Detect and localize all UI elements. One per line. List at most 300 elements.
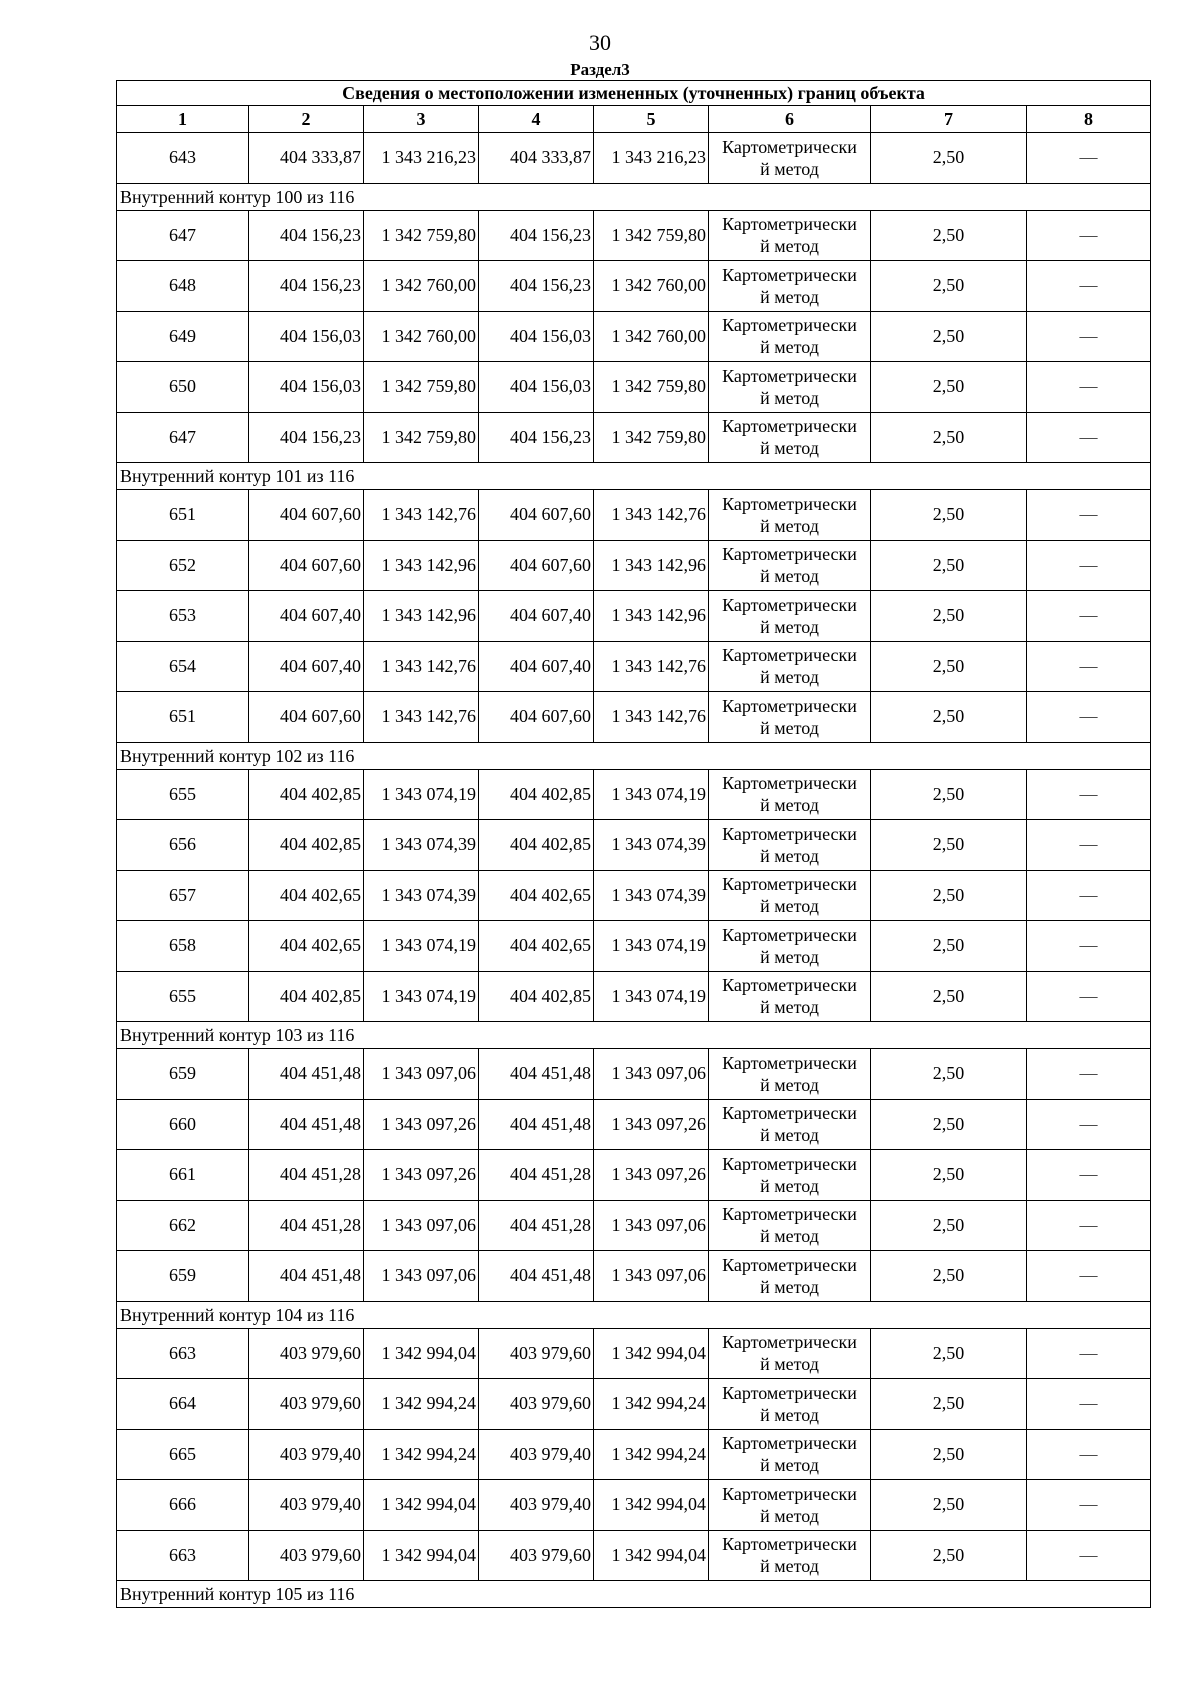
method-line-2: й метод	[760, 1404, 819, 1425]
point-number-cell: 660	[117, 1099, 249, 1150]
method-line-2: й метод	[760, 286, 819, 307]
y-existing-cell: 1 342 994,24	[364, 1379, 479, 1430]
y-new-cell: 1 342 759,80	[594, 210, 709, 261]
y-new-cell: 1 342 994,04	[594, 1480, 709, 1531]
y-existing-cell: 1 343 097,06	[364, 1200, 479, 1251]
method-line-2: й метод	[760, 1505, 819, 1526]
method-cell	[709, 971, 871, 1022]
table-row	[117, 1379, 1151, 1430]
description-cell: —	[1027, 1379, 1151, 1430]
method-line-1: Картометрически	[722, 874, 857, 895]
contour-label: Внутренний контур 105 из 116	[117, 1581, 1151, 1608]
y-existing-cell: 1 342 759,80	[364, 412, 479, 463]
x-existing-cell: 404 607,40	[249, 641, 364, 692]
method-cell	[709, 1328, 871, 1379]
x-new-cell: 404 402,85	[479, 769, 594, 820]
accuracy-cell: 2,50	[871, 311, 1027, 362]
method-line-2: й метод	[760, 236, 819, 257]
section-title: Раздел3	[570, 60, 630, 79]
accuracy-cell: 2,50	[871, 1150, 1027, 1201]
x-existing-cell: 404 451,28	[249, 1200, 364, 1251]
y-existing-cell: 1 342 760,00	[364, 311, 479, 362]
point-number-cell: 659	[117, 1049, 249, 1100]
method-cell	[709, 311, 871, 362]
x-existing-cell: 404 156,23	[249, 412, 364, 463]
point-number-cell: 654	[117, 641, 249, 692]
y-new-cell: 1 343 097,26	[594, 1099, 709, 1150]
method-line-2: й метод	[760, 1354, 819, 1375]
y-new-cell: 1 342 759,80	[594, 362, 709, 413]
table-row	[117, 1150, 1151, 1201]
description-cell: —	[1027, 261, 1151, 312]
point-number-cell: 661	[117, 1150, 249, 1201]
method-line-1: Картометрически	[722, 695, 857, 716]
x-new-cell: 404 451,48	[479, 1049, 594, 1100]
description-cell: —	[1027, 641, 1151, 692]
y-new-cell: 1 342 994,24	[594, 1379, 709, 1430]
y-new-cell: 1 343 097,26	[594, 1150, 709, 1201]
column-number-3: 3	[364, 106, 479, 133]
accuracy-cell: 2,50	[871, 362, 1027, 413]
point-number-cell: 663	[117, 1328, 249, 1379]
method-cell	[709, 820, 871, 871]
x-existing-cell: 404 451,28	[249, 1150, 364, 1201]
y-existing-cell: 1 342 994,04	[364, 1480, 479, 1531]
accuracy-cell: 2,50	[871, 591, 1027, 642]
x-new-cell: 404 402,65	[479, 921, 594, 972]
method-cell	[709, 1200, 871, 1251]
method-line-2: й метод	[760, 946, 819, 967]
x-existing-cell: 404 402,65	[249, 870, 364, 921]
x-existing-cell: 403 979,60	[249, 1379, 364, 1430]
table-row	[117, 412, 1151, 463]
method-line-1: Картометрически	[722, 594, 857, 615]
method-line-1: Картометрически	[722, 493, 857, 514]
method-line-1: Картометрически	[722, 823, 857, 844]
x-existing-cell: 403 979,40	[249, 1429, 364, 1480]
description-cell: —	[1027, 1328, 1151, 1379]
y-new-cell: 1 343 074,39	[594, 870, 709, 921]
method-cell	[709, 412, 871, 463]
description-cell: —	[1027, 820, 1151, 871]
y-new-cell: 1 343 142,96	[594, 540, 709, 591]
boundary-coordinates-table	[116, 80, 1151, 1608]
x-existing-cell: 404 156,03	[249, 311, 364, 362]
table-caption: Сведения о местоположении измененных (уточненных) границ объекта	[117, 81, 1151, 106]
x-existing-cell: 404 333,87	[249, 133, 364, 184]
method-line-2: й метод	[760, 566, 819, 587]
description-cell: —	[1027, 870, 1151, 921]
x-new-cell: 404 607,60	[479, 692, 594, 743]
description-cell: —	[1027, 133, 1151, 184]
description-cell: —	[1027, 1150, 1151, 1201]
table-row	[117, 311, 1151, 362]
x-existing-cell: 404 402,85	[249, 971, 364, 1022]
method-line-2: й метод	[760, 896, 819, 917]
y-existing-cell: 1 343 142,96	[364, 591, 479, 642]
table-row	[117, 870, 1151, 921]
method-line-1: Картометрически	[722, 1433, 857, 1454]
table-row	[117, 540, 1151, 591]
description-cell: —	[1027, 1099, 1151, 1150]
method-line-2: й метод	[760, 1074, 819, 1095]
accuracy-cell: 2,50	[871, 1099, 1027, 1150]
method-line-1: Картометрически	[722, 365, 857, 386]
method-line-1: Картометрически	[722, 264, 857, 285]
method-cell	[709, 692, 871, 743]
x-existing-cell: 404 451,48	[249, 1099, 364, 1150]
contour-heading-row	[117, 1581, 1151, 1608]
contour-heading-row	[117, 183, 1151, 210]
method-line-1: Картометрически	[722, 544, 857, 565]
table-row	[117, 1480, 1151, 1531]
table-row	[117, 210, 1151, 261]
method-line-2: й метод	[760, 158, 819, 179]
method-line-1: Картометрически	[722, 136, 857, 157]
x-new-cell: 403 979,40	[479, 1480, 594, 1531]
method-cell	[709, 591, 871, 642]
table-row	[117, 1049, 1151, 1100]
x-existing-cell: 404 156,23	[249, 210, 364, 261]
y-new-cell: 1 342 994,04	[594, 1530, 709, 1581]
method-cell	[709, 1429, 871, 1480]
description-cell: —	[1027, 1429, 1151, 1480]
y-existing-cell: 1 342 759,80	[364, 362, 479, 413]
accuracy-cell: 2,50	[871, 133, 1027, 184]
x-new-cell: 404 451,48	[479, 1099, 594, 1150]
y-existing-cell: 1 343 097,06	[364, 1049, 479, 1100]
y-new-cell: 1 343 097,06	[594, 1251, 709, 1302]
accuracy-cell: 2,50	[871, 1328, 1027, 1379]
contour-heading-row	[117, 1022, 1151, 1049]
point-number-cell: 643	[117, 133, 249, 184]
method-line-1: Картометрически	[722, 315, 857, 336]
column-number-4: 4	[479, 106, 594, 133]
y-existing-cell: 1 343 097,06	[364, 1251, 479, 1302]
accuracy-cell: 2,50	[871, 1480, 1027, 1531]
x-new-cell: 404 402,65	[479, 870, 594, 921]
contour-heading-row	[117, 742, 1151, 769]
x-new-cell: 404 402,85	[479, 971, 594, 1022]
description-cell: —	[1027, 1530, 1151, 1581]
y-existing-cell: 1 343 097,26	[364, 1099, 479, 1150]
method-cell	[709, 490, 871, 541]
point-number-cell: 659	[117, 1251, 249, 1302]
y-new-cell: 1 343 074,19	[594, 921, 709, 972]
method-line-2: й метод	[760, 1226, 819, 1247]
table-row	[117, 591, 1151, 642]
y-existing-cell: 1 342 994,04	[364, 1328, 479, 1379]
accuracy-cell: 2,50	[871, 692, 1027, 743]
method-cell	[709, 210, 871, 261]
method-line-2: й метод	[760, 337, 819, 358]
accuracy-cell: 2,50	[871, 412, 1027, 463]
y-existing-cell: 1 343 074,19	[364, 971, 479, 1022]
description-cell: —	[1027, 971, 1151, 1022]
contour-label: Внутренний контур 101 из 116	[117, 463, 1151, 490]
y-new-cell: 1 343 097,06	[594, 1049, 709, 1100]
point-number-cell: 663	[117, 1530, 249, 1581]
y-new-cell: 1 343 074,19	[594, 769, 709, 820]
table-row	[117, 490, 1151, 541]
y-new-cell: 1 343 074,19	[594, 971, 709, 1022]
description-cell: —	[1027, 1480, 1151, 1531]
table-row	[117, 362, 1151, 413]
method-cell	[709, 921, 871, 972]
y-existing-cell: 1 343 142,76	[364, 490, 479, 541]
method-line-1: Картометрически	[722, 1332, 857, 1353]
contour-label: Внутренний контур 100 из 116	[117, 183, 1151, 210]
column-number-7: 7	[871, 106, 1027, 133]
contour-label: Внутренний контур 102 из 116	[117, 742, 1151, 769]
description-cell: —	[1027, 210, 1151, 261]
x-existing-cell: 404 156,23	[249, 261, 364, 312]
method-cell	[709, 769, 871, 820]
method-line-1: Картометрически	[722, 645, 857, 666]
accuracy-cell: 2,50	[871, 261, 1027, 312]
point-number-cell: 657	[117, 870, 249, 921]
method-line-1: Картометрически	[722, 975, 857, 996]
y-existing-cell: 1 343 074,39	[364, 870, 479, 921]
y-existing-cell: 1 343 142,76	[364, 692, 479, 743]
y-existing-cell: 1 343 142,76	[364, 641, 479, 692]
method-cell	[709, 870, 871, 921]
accuracy-cell: 2,50	[871, 1049, 1027, 1100]
y-new-cell: 1 343 142,76	[594, 641, 709, 692]
method-line-1: Картометрически	[722, 1254, 857, 1275]
x-existing-cell: 404 402,85	[249, 820, 364, 871]
x-existing-cell: 404 451,48	[249, 1049, 364, 1100]
table-row	[117, 1429, 1151, 1480]
x-new-cell: 404 156,03	[479, 362, 594, 413]
y-existing-cell: 1 343 074,19	[364, 921, 479, 972]
point-number-cell: 651	[117, 692, 249, 743]
method-line-1: Картометрически	[722, 1382, 857, 1403]
x-new-cell: 404 156,03	[479, 311, 594, 362]
method-line-2: й метод	[760, 387, 819, 408]
x-new-cell: 404 333,87	[479, 133, 594, 184]
y-existing-cell: 1 342 994,24	[364, 1429, 479, 1480]
method-line-1: Картометрически	[722, 1052, 857, 1073]
x-new-cell: 403 979,60	[479, 1379, 594, 1430]
table-row	[117, 769, 1151, 820]
point-number-cell: 665	[117, 1429, 249, 1480]
method-line-2: й метод	[760, 845, 819, 866]
y-new-cell: 1 343 142,76	[594, 692, 709, 743]
description-cell: —	[1027, 769, 1151, 820]
point-number-cell: 648	[117, 261, 249, 312]
y-new-cell: 1 342 994,04	[594, 1328, 709, 1379]
accuracy-cell: 2,50	[871, 870, 1027, 921]
method-cell	[709, 1480, 871, 1531]
table-row	[117, 1099, 1151, 1150]
accuracy-cell: 2,50	[871, 641, 1027, 692]
x-existing-cell: 404 402,85	[249, 769, 364, 820]
column-number-8: 8	[1027, 106, 1151, 133]
point-number-cell: 652	[117, 540, 249, 591]
method-line-2: й метод	[760, 667, 819, 688]
y-existing-cell: 1 342 994,04	[364, 1530, 479, 1581]
table-row	[117, 971, 1151, 1022]
x-new-cell: 403 979,40	[479, 1429, 594, 1480]
x-new-cell: 404 402,85	[479, 820, 594, 871]
y-existing-cell: 1 343 097,26	[364, 1150, 479, 1201]
method-line-2: й метод	[760, 997, 819, 1018]
x-new-cell: 404 607,40	[479, 591, 594, 642]
description-cell: —	[1027, 311, 1151, 362]
contour-label: Внутренний контур 104 из 116	[117, 1301, 1151, 1328]
accuracy-cell: 2,50	[871, 820, 1027, 871]
description-cell: —	[1027, 1200, 1151, 1251]
column-number-5: 5	[594, 106, 709, 133]
accuracy-cell: 2,50	[871, 210, 1027, 261]
method-cell	[709, 1150, 871, 1201]
description-cell: —	[1027, 692, 1151, 743]
table-row	[117, 261, 1151, 312]
y-new-cell: 1 343 216,23	[594, 133, 709, 184]
table-row	[117, 692, 1151, 743]
table-row	[117, 921, 1151, 972]
accuracy-cell: 2,50	[871, 921, 1027, 972]
method-cell	[709, 1379, 871, 1430]
x-existing-cell: 404 451,48	[249, 1251, 364, 1302]
method-cell	[709, 1049, 871, 1100]
accuracy-cell: 2,50	[871, 490, 1027, 541]
accuracy-cell: 2,50	[871, 1379, 1027, 1430]
accuracy-cell: 2,50	[871, 769, 1027, 820]
x-new-cell: 404 451,48	[479, 1251, 594, 1302]
page-number: 30	[589, 30, 611, 55]
table-row	[117, 820, 1151, 871]
description-cell: —	[1027, 1251, 1151, 1302]
method-cell	[709, 133, 871, 184]
y-existing-cell: 1 343 216,23	[364, 133, 479, 184]
description-cell: —	[1027, 591, 1151, 642]
table-row	[117, 641, 1151, 692]
method-line-2: й метод	[760, 1276, 819, 1297]
method-line-2: й метод	[760, 438, 819, 459]
method-cell	[709, 641, 871, 692]
description-cell: —	[1027, 362, 1151, 413]
method-line-1: Картометрически	[722, 1483, 857, 1504]
x-existing-cell: 403 979,40	[249, 1480, 364, 1531]
accuracy-cell: 2,50	[871, 1429, 1027, 1480]
method-cell	[709, 261, 871, 312]
x-new-cell: 404 156,23	[479, 261, 594, 312]
contour-heading-row	[117, 463, 1151, 490]
x-existing-cell: 403 979,60	[249, 1328, 364, 1379]
x-existing-cell: 404 607,40	[249, 591, 364, 642]
x-new-cell: 404 607,60	[479, 540, 594, 591]
point-number-cell: 655	[117, 971, 249, 1022]
method-line-2: й метод	[760, 1175, 819, 1196]
point-number-cell: 658	[117, 921, 249, 972]
y-existing-cell: 1 343 142,96	[364, 540, 479, 591]
point-number-cell: 662	[117, 1200, 249, 1251]
table-row	[117, 1530, 1151, 1581]
accuracy-cell: 2,50	[871, 1251, 1027, 1302]
y-new-cell: 1 343 097,06	[594, 1200, 709, 1251]
y-new-cell: 1 342 994,24	[594, 1429, 709, 1480]
x-existing-cell: 404 156,03	[249, 362, 364, 413]
accuracy-cell: 2,50	[871, 540, 1027, 591]
method-line-1: Картометрически	[722, 214, 857, 235]
method-line-1: Картометрически	[722, 1153, 857, 1174]
column-number-2: 2	[249, 106, 364, 133]
column-number-6: 6	[709, 106, 871, 133]
point-number-cell: 666	[117, 1480, 249, 1531]
x-existing-cell: 404 607,60	[249, 490, 364, 541]
point-number-cell: 647	[117, 210, 249, 261]
method-line-1: Картометрически	[722, 924, 857, 945]
table-body	[117, 133, 1151, 1608]
y-existing-cell: 1 343 074,19	[364, 769, 479, 820]
y-new-cell: 1 343 142,76	[594, 490, 709, 541]
x-new-cell: 403 979,60	[479, 1530, 594, 1581]
x-new-cell: 404 451,28	[479, 1200, 594, 1251]
method-cell	[709, 362, 871, 413]
x-new-cell: 404 156,23	[479, 412, 594, 463]
table-row	[117, 1328, 1151, 1379]
table-row	[117, 133, 1151, 184]
method-cell	[709, 1530, 871, 1581]
y-new-cell: 1 343 142,96	[594, 591, 709, 642]
x-existing-cell: 404 402,65	[249, 921, 364, 972]
y-new-cell: 1 342 759,80	[594, 412, 709, 463]
method-line-2: й метод	[760, 1125, 819, 1146]
accuracy-cell: 2,50	[871, 1200, 1027, 1251]
method-line-1: Картометрически	[722, 416, 857, 437]
y-new-cell: 1 342 760,00	[594, 311, 709, 362]
method-line-1: Картометрически	[722, 1204, 857, 1225]
column-number-1: 1	[117, 106, 249, 133]
x-new-cell: 403 979,60	[479, 1328, 594, 1379]
point-number-cell: 649	[117, 311, 249, 362]
method-line-2: й метод	[760, 616, 819, 637]
contour-label: Внутренний контур 103 из 116	[117, 1022, 1151, 1049]
point-number-cell: 653	[117, 591, 249, 642]
method-cell	[709, 1251, 871, 1302]
point-number-cell: 664	[117, 1379, 249, 1430]
method-cell	[709, 1099, 871, 1150]
point-number-cell: 655	[117, 769, 249, 820]
description-cell: —	[1027, 412, 1151, 463]
point-number-cell: 650	[117, 362, 249, 413]
point-number-cell: 651	[117, 490, 249, 541]
method-line-2: й метод	[760, 515, 819, 536]
accuracy-cell: 2,50	[871, 971, 1027, 1022]
method-line-1: Картометрически	[722, 1534, 857, 1555]
method-line-2: й метод	[760, 795, 819, 816]
y-existing-cell: 1 342 759,80	[364, 210, 479, 261]
y-new-cell: 1 342 760,00	[594, 261, 709, 312]
y-existing-cell: 1 342 760,00	[364, 261, 479, 312]
description-cell: —	[1027, 1049, 1151, 1100]
x-new-cell: 404 451,28	[479, 1150, 594, 1201]
y-existing-cell: 1 343 074,39	[364, 820, 479, 871]
point-number-cell: 656	[117, 820, 249, 871]
x-existing-cell: 403 979,60	[249, 1530, 364, 1581]
y-new-cell: 1 343 074,39	[594, 820, 709, 871]
method-line-1: Картометрически	[722, 1103, 857, 1124]
x-existing-cell: 404 607,60	[249, 692, 364, 743]
table-row	[117, 1200, 1151, 1251]
method-cell	[709, 540, 871, 591]
contour-heading-row	[117, 1301, 1151, 1328]
table-row	[117, 1251, 1151, 1302]
point-number-cell: 647	[117, 412, 249, 463]
column-number-row	[117, 106, 1151, 133]
